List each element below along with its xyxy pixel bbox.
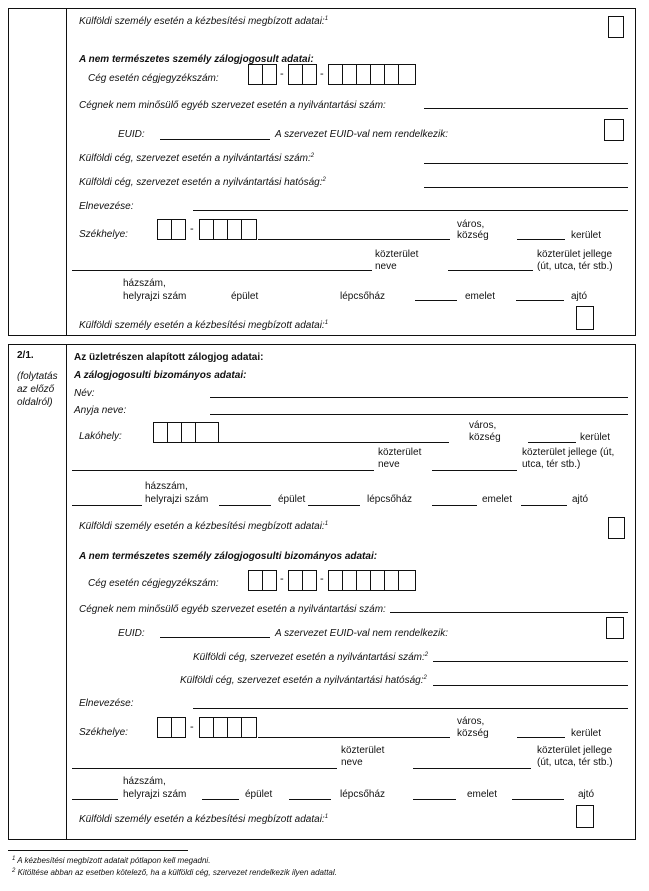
- s1-szekhely-zip1[interactable]: [157, 219, 186, 240]
- s3-delivery-checkbox[interactable]: [576, 805, 594, 828]
- s1-nyilv-szam-field[interactable]: [424, 108, 628, 109]
- s1-kerulet-field[interactable]: [517, 239, 565, 240]
- s2-anyja-label: Anyja neve:: [74, 405, 127, 416]
- s3-delivery-label: Külföldi személy esetén a kézbesítési megbízott adatai:$^1$: [79, 814, 329, 825]
- s1-helyrajzi-label: helyrajzi szám: [123, 291, 187, 302]
- s1-delivery-label: Külföldi személy esetén a kézbesítési megbízott adatai:$^1$: [79, 320, 329, 331]
- s3-title: A nem természetes személy zálogjogosulti bizományos adatai:: [79, 551, 378, 562]
- top-delivery-checkbox[interactable]: [608, 16, 624, 38]
- s3-szekhely-zip2[interactable]: [199, 717, 257, 738]
- s2-nev-label: Név:: [74, 388, 95, 399]
- s3-kulf-szam-label: Külföldi cég, szervezet esetén a nyilvántartási szám:$^2$: [193, 652, 429, 663]
- s1-lepcsohaz-label: lépcsőház: [340, 291, 386, 302]
- s3-cegjegyzek-part1[interactable]: [248, 570, 277, 591]
- s2-kozt-jellege-label: közterület jellege (út,: [522, 447, 615, 458]
- s3-lepcsohaz-field[interactable]: [289, 799, 331, 800]
- s3-kozt-jellege-label: közterület jellege: [537, 745, 613, 756]
- s2-kozterulet-label: közterület: [378, 447, 422, 458]
- s3-epulet-label: épület: [245, 789, 273, 800]
- s1-varos-field[interactable]: [258, 239, 450, 240]
- s2-epulet-field[interactable]: [219, 505, 271, 506]
- s2-kozterulet-neve-field[interactable]: [72, 470, 374, 471]
- s1-elnevezes-field[interactable]: [193, 210, 628, 211]
- s1-kulf-hatosag-field[interactable]: [424, 187, 628, 188]
- s2-number: 2/1.: [17, 350, 34, 361]
- s1-cegjegyzek-part3[interactable]: [328, 64, 416, 85]
- s1-varos-label: város,: [457, 219, 485, 230]
- s1-elnevezes-label: Elnevezése:: [79, 201, 134, 212]
- s1-no-euid-label: A szervezet EUID-val nem rendelkezik:: [275, 129, 449, 140]
- s2-hazszam-field[interactable]: [72, 505, 142, 506]
- s3-lepcsohaz-label: lépcsőház: [340, 789, 386, 800]
- s3-epulet-field[interactable]: [202, 799, 239, 800]
- s2-helyrajzi-label: helyrajzi szám: [145, 494, 209, 505]
- s2-ut-utca-label: utca, tér stb.): [522, 459, 581, 470]
- s2-kozt-jellege-field[interactable]: [432, 470, 517, 471]
- s1-title: A nem természetes személy zálogjogosult adatai:: [79, 54, 314, 65]
- s1-szekhely-zip2[interactable]: [199, 219, 257, 240]
- s3-cegjegyzek-part3[interactable]: [328, 570, 416, 591]
- s3-lepcsohaz-value-field[interactable]: [413, 799, 456, 800]
- footnote-separator: [8, 850, 188, 851]
- s3-nyilv-szam-label: Cégnek nem minősülő egyéb szervezet esetén a nyilvántartási szám:: [79, 604, 386, 615]
- s1-no-euid-checkbox[interactable]: [604, 119, 624, 141]
- s1-kerulet-label: kerület: [571, 230, 602, 241]
- s3-varos-label: város,: [457, 716, 485, 727]
- s3-kulf-hatosag-field[interactable]: [433, 685, 628, 686]
- s3-kozt-jellege-field[interactable]: [413, 768, 531, 769]
- s3-kozterulet-neve-field[interactable]: [72, 768, 337, 769]
- s3-hazszam-label: házszám,: [123, 776, 166, 787]
- s2-emelet-field[interactable]: [432, 505, 477, 506]
- s2-lakohely-label: Lakóhely:: [79, 431, 122, 442]
- s3-kozseg-label: község: [457, 728, 489, 739]
- s3-hazszam-field[interactable]: [72, 799, 118, 800]
- s2-cont-1: (folytatás: [17, 371, 58, 382]
- s1-emelet-field[interactable]: [516, 300, 564, 301]
- s1-euid-label: EUID:: [118, 129, 145, 140]
- section-1-number-cell: [8, 8, 67, 336]
- s1-emelet-label: emelet: [465, 291, 496, 302]
- s3-cegjegyzek-label: Cég esetén cégjegyzékszám:: [88, 578, 219, 589]
- s2-delivery-checkbox[interactable]: [608, 517, 625, 539]
- s2-lakohely-zip[interactable]: [153, 422, 219, 443]
- s1-kulf-hatosag-label: Külföldi cég, szervezet esetén a nyilvántartási hatóság:$^2$: [79, 177, 326, 188]
- s3-kozterulet-label: közterület: [341, 745, 385, 756]
- s1-cegjegyzek-part2[interactable]: [288, 64, 317, 85]
- s2-title: Az üzletrészen alapított zálogjog adatai:: [74, 352, 264, 363]
- s3-cegjegyzek-part2[interactable]: [288, 570, 317, 591]
- s2-kozseg-label: község: [469, 432, 501, 443]
- s1-cegjegyzek-label: Cég esetén cégjegyzékszám:: [88, 73, 219, 84]
- s3-no-euid-label: A szervezet EUID-val nem rendelkezik:: [275, 628, 449, 639]
- section-2-number-cell: [8, 344, 67, 840]
- s2-cont-2: az előző: [17, 384, 55, 395]
- s2-lepcsohaz-label: lépcsőház: [367, 494, 413, 505]
- s1-epulet-label: épület: [231, 291, 259, 302]
- s3-emelet-field[interactable]: [512, 799, 564, 800]
- s1-szekhely-label: Székhelye:: [79, 229, 128, 240]
- s3-szekhely-label: Székhelye:: [79, 727, 128, 738]
- s3-elnevezes-label: Elnevezése:: [79, 698, 134, 709]
- s1-cegj-dash2: -: [320, 68, 324, 80]
- footnote-1: $^1$ A kézbesítési megbízott adatait pótlapon kell megadni.: [12, 856, 211, 865]
- s3-kerulet-label: kerület: [571, 728, 602, 739]
- s3-kulf-szam-field[interactable]: [433, 661, 628, 662]
- s2-lepcsohaz-field[interactable]: [308, 505, 360, 506]
- s2-neve-label: neve: [378, 459, 400, 470]
- s1-kulf-szam-label: Külföldi cég, szervezet esetén a nyilvántartási szám:$^2$: [79, 153, 315, 164]
- s3-emelet-label: emelet: [467, 789, 498, 800]
- s3-cegj-dash2: -: [320, 573, 324, 585]
- s1-cegjegyzek-part1[interactable]: [248, 64, 277, 85]
- s1-neve-label: neve: [375, 261, 397, 272]
- s1-euid-field[interactable]: [160, 139, 270, 140]
- s3-ajto-label: ajtó: [578, 789, 595, 800]
- s1-delivery-checkbox[interactable]: [576, 306, 594, 330]
- s3-varos-field[interactable]: [258, 737, 450, 738]
- s3-kerulet-field[interactable]: [517, 737, 565, 738]
- s1-kozterulet-label: közterület: [375, 249, 419, 260]
- s1-kulf-szam-field[interactable]: [424, 163, 628, 164]
- s3-ut-utca-label: (út, utca, tér stb.): [537, 757, 613, 768]
- top-delivery-label: Külföldi személy esetén a kézbesítési megbízott adatai:$^1$: [79, 16, 329, 27]
- footnote-2: $^2$ Kitöltése abban az esetben kötelező, ha a külföldi cég, szervezet rendelkezik ilyen adattal.: [12, 868, 337, 877]
- s1-hazszam-label: házszám,: [123, 278, 166, 289]
- s2-epulet-label: épület: [278, 494, 306, 505]
- s2-kerulet-label: kerület: [580, 432, 611, 443]
- s2-varos-label: város,: [469, 420, 497, 431]
- s1-ut-utca-label: (út, utca, tér stb.): [537, 261, 613, 272]
- s1-kozt-jellege-label: közterület jellege: [537, 249, 613, 260]
- s1-kozseg-label: község: [457, 230, 489, 241]
- s2-delivery-label: Külföldi személy esetén a kézbesítési megbízott adatai:$^1$: [79, 521, 329, 532]
- s3-no-euid-checkbox[interactable]: [606, 617, 624, 639]
- s3-helyrajzi-label: helyrajzi szám: [123, 789, 187, 800]
- s3-cegj-dash1: -: [280, 573, 284, 585]
- s2-cont-3: oldalról): [17, 397, 53, 408]
- s2-kerulet-field[interactable]: [528, 442, 576, 443]
- s3-euid-label: EUID:: [118, 628, 145, 639]
- s1-lepcsohaz-field[interactable]: [415, 300, 457, 301]
- s2-emelet-label: emelet: [482, 494, 513, 505]
- s1-kozterulet-neve-field[interactable]: [72, 270, 372, 271]
- s3-elnevezes-field[interactable]: [193, 708, 628, 709]
- s2-anyja-field[interactable]: [210, 414, 628, 415]
- s2-nev-field[interactable]: [210, 397, 628, 398]
- s1-kozt-jellege-field[interactable]: [448, 270, 533, 271]
- s2-hazszam-label: házszám,: [145, 481, 188, 492]
- s3-nyilv-szam-field[interactable]: [390, 612, 628, 613]
- s2-ajto-field[interactable]: [521, 505, 567, 506]
- s2-varos-field[interactable]: [219, 442, 449, 443]
- s1-cegj-dash1: -: [280, 68, 284, 80]
- s3-szekhely-zip1[interactable]: [157, 717, 186, 738]
- s3-szekhely-dash: -: [190, 721, 194, 733]
- s2-ajto-label: ajtó: [572, 494, 589, 505]
- s3-euid-field[interactable]: [160, 637, 270, 638]
- s1-nyilv-szam-label: Cégnek nem minősülő egyéb szervezet esetén a nyilvántartási szám:: [79, 100, 386, 111]
- s1-szekhely-dash: -: [190, 223, 194, 235]
- s3-neve-label: neve: [341, 757, 363, 768]
- s3-kulf-hatosag-label: Külföldi cég, szervezet esetén a nyilvántartási hatóság:$^2$: [180, 675, 427, 686]
- s1-ajto-label: ajtó: [571, 291, 588, 302]
- s2-sub: A zálogjogosulti bizományos adatai:: [74, 370, 247, 381]
